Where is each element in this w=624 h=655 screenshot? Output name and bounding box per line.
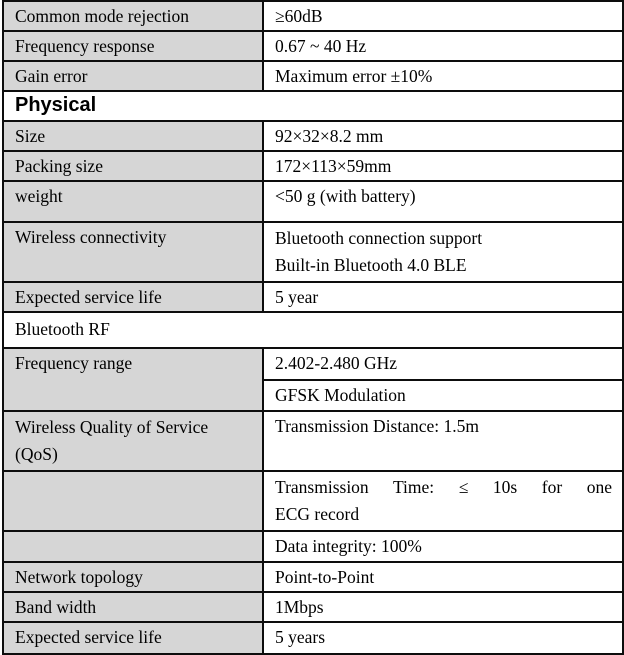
- table-row: [3, 471, 623, 531]
- section-title: Physical: [3, 91, 623, 121]
- spec-value: Maximum error ±10%: [263, 61, 623, 91]
- spec-value: <50 g (with battery): [263, 181, 623, 222]
- spec-label-empty: [3, 531, 263, 562]
- spec-value: 2.402-2.480 GHz: [263, 348, 623, 380]
- table-row: [3, 348, 623, 380]
- spec-label: Frequency response: [3, 31, 263, 61]
- section-span-row: [3, 312, 623, 348]
- table-row: [3, 622, 623, 654]
- table-row: [3, 151, 623, 181]
- spec-label: [3, 411, 263, 471]
- table-row: [3, 282, 623, 312]
- spec-value: [263, 222, 623, 282]
- table-row: [3, 1, 623, 31]
- spec-label: Common mode rejection: [3, 1, 263, 31]
- table-row: [3, 562, 623, 592]
- spec-label: Expected service life: [3, 622, 263, 654]
- spec-value: 1Mbps: [263, 592, 623, 622]
- spec-label: Packing size: [3, 151, 263, 181]
- table-row: [3, 531, 623, 562]
- spec-value-line: Transmission Time: ≤ 10s for one: [275, 477, 612, 497]
- spec-label: Size: [3, 121, 263, 151]
- spec-label-line: Wireless Quality of Service: [15, 417, 209, 437]
- table-row: [3, 592, 623, 622]
- spec-value-line: ECG record: [275, 504, 360, 524]
- spec-label: Band width: [3, 592, 263, 622]
- table-row: [3, 61, 623, 91]
- spec-value: ≥60dB: [263, 1, 623, 31]
- spec-label: weight: [3, 181, 263, 222]
- spec-value: 0.67 ~ 40 Hz: [263, 31, 623, 61]
- spec-label: Expected service life: [3, 282, 263, 312]
- spec-value: 92×32×8.2 mm: [263, 121, 623, 151]
- spec-value-line: Bluetooth connection support: [275, 228, 483, 248]
- spec-table: [2, 0, 624, 655]
- spec-value: 5 year: [263, 282, 623, 312]
- spec-value: GFSK Modulation: [263, 380, 623, 411]
- spec-label: Frequency range: [3, 348, 263, 411]
- table-row: [3, 181, 623, 222]
- table-row: [3, 222, 623, 282]
- spec-label-empty: [3, 471, 263, 531]
- section-title: Bluetooth RF: [3, 312, 623, 348]
- spec-label: Network topology: [3, 562, 263, 592]
- table-row: [3, 411, 623, 471]
- spec-label: Wireless connectivity: [3, 222, 263, 282]
- table-row: [3, 31, 623, 61]
- table-row: [3, 121, 623, 151]
- spec-value: Point-to-Point: [263, 562, 623, 592]
- spec-label-line: (QoS): [15, 444, 58, 464]
- spec-value: Data integrity: 100%: [263, 531, 623, 562]
- spec-value: 172×113×59mm: [263, 151, 623, 181]
- spec-label: Gain error: [3, 61, 263, 91]
- spec-value: [263, 471, 623, 531]
- spec-value: 5 years: [263, 622, 623, 654]
- section-header-row: [3, 91, 623, 121]
- spec-value-line: Built-in Bluetooth 4.0 BLE: [275, 255, 467, 275]
- spec-value: Transmission Distance: 1.5m: [263, 411, 623, 471]
